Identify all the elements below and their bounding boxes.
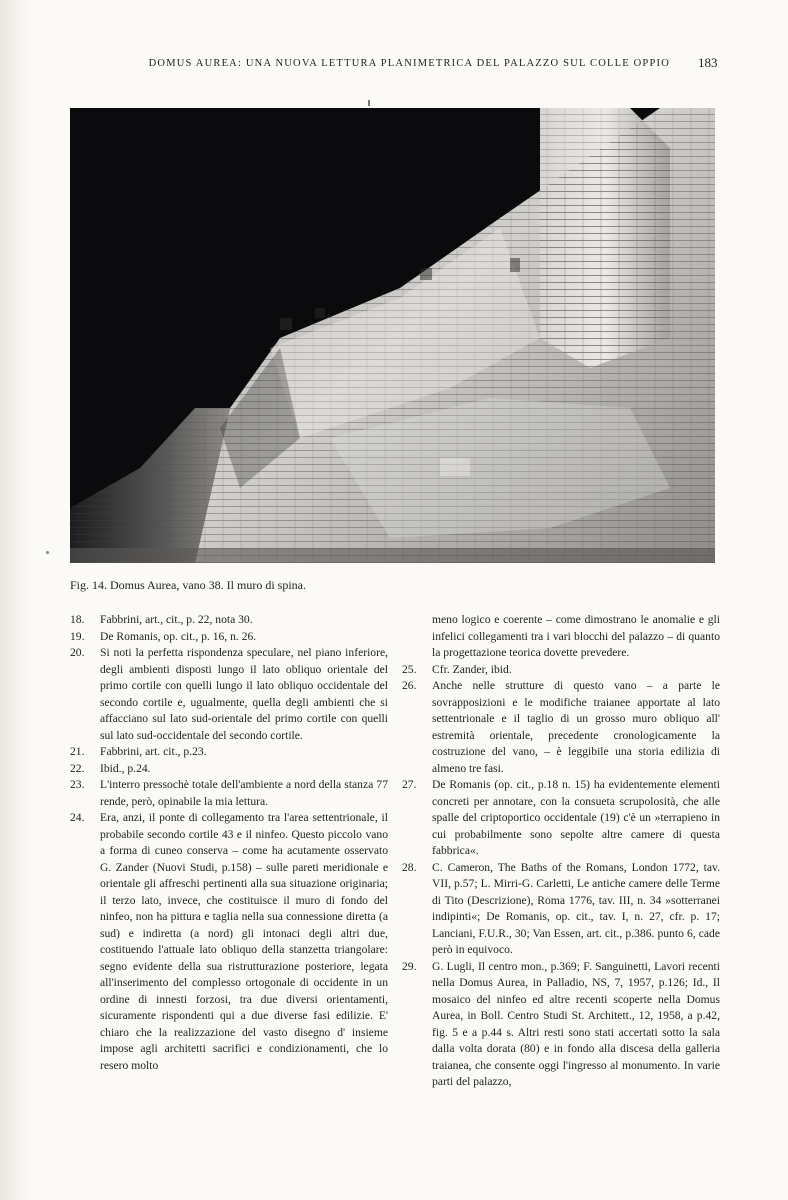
- footnote-23: [70, 777, 388, 810]
- footnote-number: 21.: [70, 745, 85, 758]
- footnote-number: 25.: [402, 662, 417, 676]
- footnote-22: [70, 761, 388, 778]
- page-number: 183: [698, 55, 718, 70]
- footnote-text: Cfr. Zander, ibid.: [432, 662, 512, 676]
- footnote-text: C. Cameron, The Baths of the Romans, London 1772, tav. VII, p.57; L. Mirri-G. Carletti, Le antiche camere delle Terme di Tito (Descrizione), Roma 1776, tav. III, n. 34 »sotterranei indipinti«; De Romanis, op. cit., tav. I, n. 27, cfr. p. 17; Lanciani, F.U.R., 30; Van Essen, art. cit., p.386. punto 6, cade però in equivoco.: [432, 860, 720, 956]
- footnote-24-continuation: [402, 612, 720, 662]
- footnote-number: 26.: [402, 679, 417, 692]
- footnote-29: [402, 959, 720, 1091]
- footnote-text: Ibid., p.24.: [100, 761, 151, 775]
- footnote-text: meno logico e coerente – come dimostrano le anomalie e gli infelici collegamenti tra i vari blocchi del palazzo – di quanto la progettazione teorica dovette prevedere.: [432, 613, 720, 659]
- footnote-text: Si noti la perfetta rispondenza speculare, nel piano inferiore, degli ambienti disposti lungo il lato obliquo orientale del primo cortile con quelli lungo il lato obliquo occidentale del secondo cortile e, ugualmente, quella degli ambienti che si affacciano sul lato sud-orientale del primo cortile con quelli sul lato sud-occidentale del secondo cortile.: [100, 646, 388, 742]
- footnote-text: Era, anzi, il ponte di collegamento tra l'area settentrionale, il probabile secondo cortile 43 e il ninfeo. Questo piccolo vano a forma di cuneo conserva – come ha acutamente osservato G. Zander (Nuovi Studi, p.158) – sulle pareti meridionale e orientale gli affreschi pertinenti alla sua situazione originaria; il terzo lato, invece, che costituisce il muro di fondo del ninfeo, non ha pittura e taglia nella sua connessione diretta (a sud) e indiretta (a nord) gli intonaci degli altri due, costituendo l'attuale lato obliquo della stanzetta triangolare: segno evidente della sua ristrutturazione posteriore, legata all'inserimento del complesso ortogonale di occidente in un ordine di innesti forzosi, tra due diversi orientamenti, sicuramente rispondenti qui a due diverse fasi edilizie. E' chiaro che la realizzazione del vasto disegno d' insieme impose agli architetti sacrifici e condizionamenti, che lo resero molto: [100, 811, 388, 1072]
- running-head: DOMUS AUREA: UNA NUOVA LETTURA PLANIMETRICA DEL PALAZZO SUL COLLE OPPIO: [148, 58, 670, 69]
- footnote-number: 22.: [70, 761, 85, 775]
- footnote-text: G. Lugli, Il centro mon., p.369; F. Sanguinetti, Lavori recenti nella Domus Aurea, in Palladio, NS, 7, 1957, p.126; Id., Il mosaico del ninfeo ed altre recenti scoperte nella Domus Aurea, in Boll. Centro Studi St. Architett., 12, 1958, a p.42, fig. 5 e a p.44 s. Altri resti sono stati accertati sotto la sala dalla volta dorata (80) e in fondo alla discesa della galleria traianea, che consente oggi l'ingresso al monumento. In varie parti del palazzo,: [432, 959, 720, 1088]
- footnote-25: [402, 662, 720, 679]
- footnote-number: 19.: [70, 629, 85, 643]
- footnote-text: De Romanis, op. cit., p. 16, n. 26.: [100, 629, 257, 643]
- footnote-number: 28.: [402, 860, 417, 874]
- footnote-18: [70, 612, 388, 629]
- footnote-number: 24.: [70, 811, 85, 824]
- footnote-26: [402, 678, 720, 777]
- brick-wall-photo-graphic: [70, 108, 715, 563]
- footnote-28: [402, 860, 720, 959]
- book-spine-shadow: [0, 0, 30, 1200]
- footnote-number: 29.: [402, 959, 417, 973]
- footnotes-left-column: [70, 612, 388, 1074]
- footnote-19: [70, 629, 388, 646]
- figure-caption: Fig. 14. Domus Aurea, vano 38. Il muro di spina.: [70, 578, 306, 592]
- footnote-indent: [402, 612, 432, 662]
- footnote-text: De Romanis (op. cit., p.18 n. 15) ha evidentemente elementi concreti per annotare, con la consueta scrupolosità, che alle spalle del criptoportico occidentale (19) c'è un »terrapieno in cui probabilmente sono sepolte altre camere di questa fabbrica«.: [432, 778, 720, 857]
- footnote-number: 27.: [402, 778, 417, 791]
- footnote-text: Fabbrini, art. cit., p.23.: [100, 745, 207, 758]
- footnote-27: [402, 777, 720, 860]
- footnote-number: 18.: [70, 613, 85, 626]
- footnote-21: [70, 744, 388, 761]
- figure-photo-brick-wall: [70, 108, 715, 563]
- footnote-number: 20.: [70, 646, 85, 659]
- footnote-number: 23.: [70, 778, 85, 791]
- footnotes-right-column: [402, 612, 720, 1091]
- footnote-24: [70, 810, 388, 1074]
- print-mark: [368, 100, 370, 106]
- footnote-text: Anche nelle strutture di questo vano – a parte le sovrapposizioni e le modifiche traianee apportate al lato settentrionale e il taglio di un grosso muro obliquo all' estremità orientale, precedente cronologicamente la costruzione del vano, – è leggibile una storia edilizia di almeno tre fasi.: [432, 679, 720, 775]
- footnote-text: Fabbrini, art., cit., p. 22, nota 30.: [100, 613, 253, 626]
- print-speck: [46, 551, 49, 554]
- footnote-20: [70, 645, 388, 744]
- footnote-text: L'interro pressochè totale dell'ambiente a nord della stanza 77 rende, però, opinabile la mia lettura.: [100, 778, 388, 808]
